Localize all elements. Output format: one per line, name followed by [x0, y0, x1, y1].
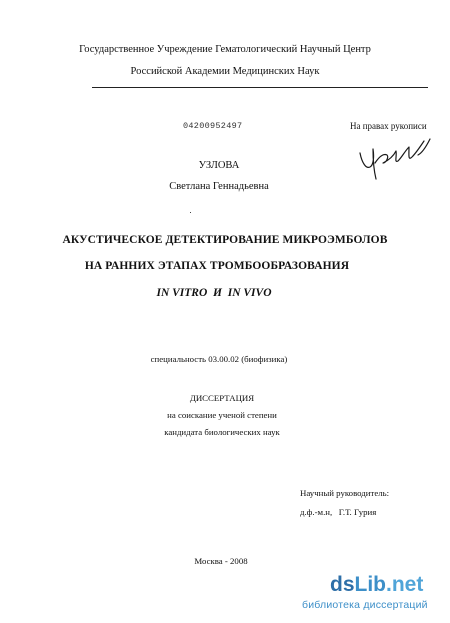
rights-note: На правах рукописи: [350, 121, 427, 131]
thesis-title-line-3: IN VITRO И IN VIVO: [156, 287, 272, 299]
watermark-logo-net: .net: [386, 573, 424, 596]
institution-line-2: Российской Академии Медицинских Наук: [130, 66, 320, 77]
dissertation-line-1: на соискание ученой степени: [167, 410, 277, 420]
thesis-title-line-2: НА РАННИХ ЭТАПАХ ТРОМБООБРАЗОВАНИЯ: [84, 260, 350, 272]
document-number: 04200952497: [183, 121, 243, 131]
watermark-logo-lib: Lib: [354, 573, 387, 596]
institution-line-1: Государственное Учреждение Гематологический Научный Центр: [79, 44, 371, 55]
supervisor-label: Научный руководитель:: [300, 488, 390, 498]
scan-speck: [190, 212, 191, 213]
header-divider: [92, 87, 428, 88]
watermark-logo-ds: ds: [330, 573, 355, 596]
author-given-names: Светлана Геннадьевна: [169, 181, 269, 192]
signature-handwritten: [356, 133, 438, 183]
watermark-logo[interactable]: [330, 573, 423, 597]
dissertation-heading: ДИССЕРТАЦИЯ: [189, 393, 255, 403]
place-and-year: Москва - 2008: [194, 556, 248, 566]
supervisor-name: д.ф.-м.н, Г.Т. Гурия: [300, 507, 377, 517]
thesis-title-line-1: АКУСТИЧЕСКОЕ ДЕТЕКТИРОВАНИЕ МИКРОЭМБОЛОВ: [62, 234, 388, 246]
author-surname: УЗЛОВА: [198, 160, 240, 171]
watermark-subtitle: библиотека диссертаций: [302, 599, 428, 611]
dissertation-line-2: кандидата биологических наук: [164, 427, 280, 437]
specialty: специальность 03.00.02 (биофизика): [150, 354, 288, 364]
